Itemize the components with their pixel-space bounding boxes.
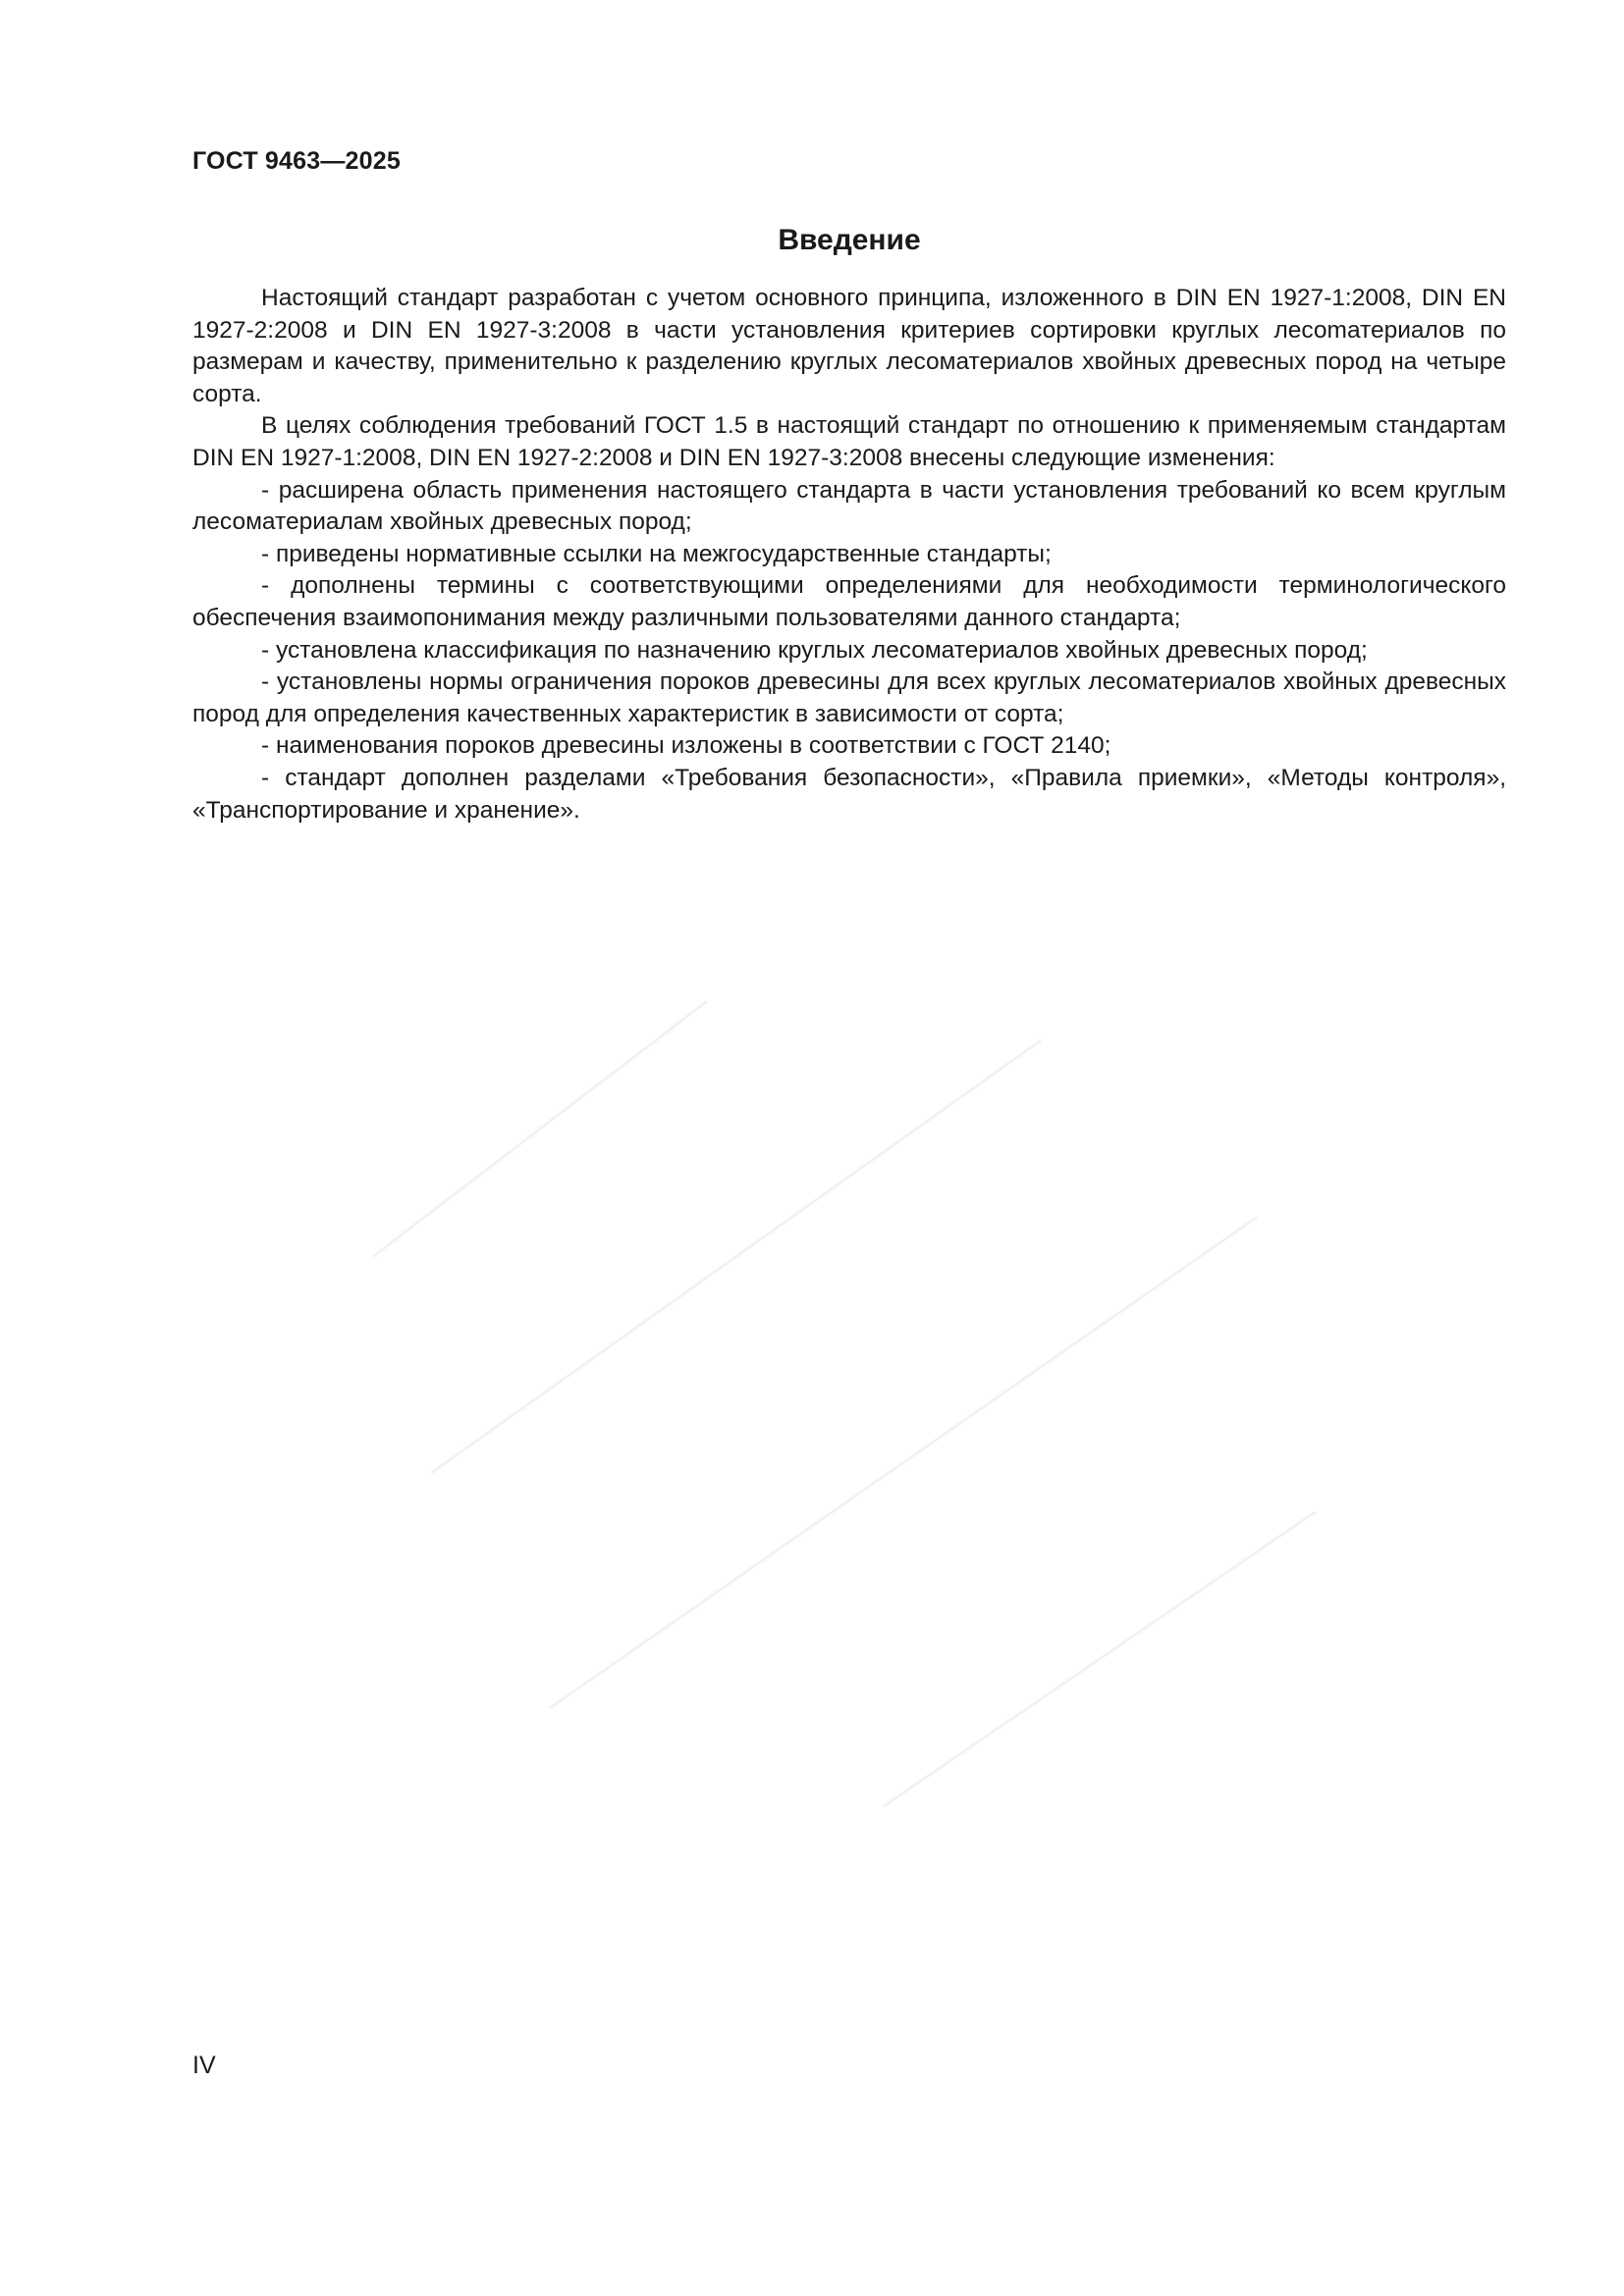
changes-intro-paragraph: В целях соблюдения требований ГОСТ 1.5 в настоящий стандарт по отношению к применяемым стандартам DIN EN 1927-1:2008, DIN EN 1927-2:2008 и DIN EN 1927-3:2008 внесены следующие изменения: <box>192 412 1506 471</box>
list-item: - расширена область применения настоящего стандарта в части установления требований ко всем круглым лесоматериалам хвойных древесных пород; <box>192 476 1506 536</box>
list-item: - стандарт дополнен разделами «Требования безопасности», «Правила приемки», «Методы контроля», «Транспортирование и хранение». <box>192 764 1506 824</box>
list-item: - дополнены термины с соответствующими определениями для необходимости терминологического обеспечения взаимопонимания между различными пользователями данного стандарта; <box>192 572 1506 631</box>
list-item: - приведены нормативные ссылки на межгосударственные стандарты; <box>261 540 1052 567</box>
document-code: ГОСТ 9463—2025 <box>192 147 401 175</box>
intro-paragraph: Настоящий стандарт разработан с учетом основного принципа, изложенного в DIN EN 1927-1:2008, DIN EN 1927-2:2008 и DIN EN 1927-3:2008 в части установления критериев сортировки круглых лесоmатериалов по размерам и качеству, применительно к разделению круглых лесоматериалов хвойных древесных пород на четыре сорта. <box>192 285 1506 407</box>
list-item: - установлены нормы ограничения пороков древесины для всех круглых лесоматериалов хвойных древесных пород для определения качественных характеристик в зависимости от сорта; <box>192 668 1506 727</box>
faint-watermark <box>295 962 1375 1845</box>
list-item: - наименования пороков древесины изложены в соответствии с ГОСТ 2140; <box>261 732 1111 760</box>
introduction-body <box>192 283 1506 827</box>
page-number: IV <box>192 2052 216 2079</box>
list-item: - установлена классификация по назначению круглых лесоматериалов хвойных древесных пород; <box>261 636 1368 664</box>
section-title: Введение <box>778 224 921 256</box>
